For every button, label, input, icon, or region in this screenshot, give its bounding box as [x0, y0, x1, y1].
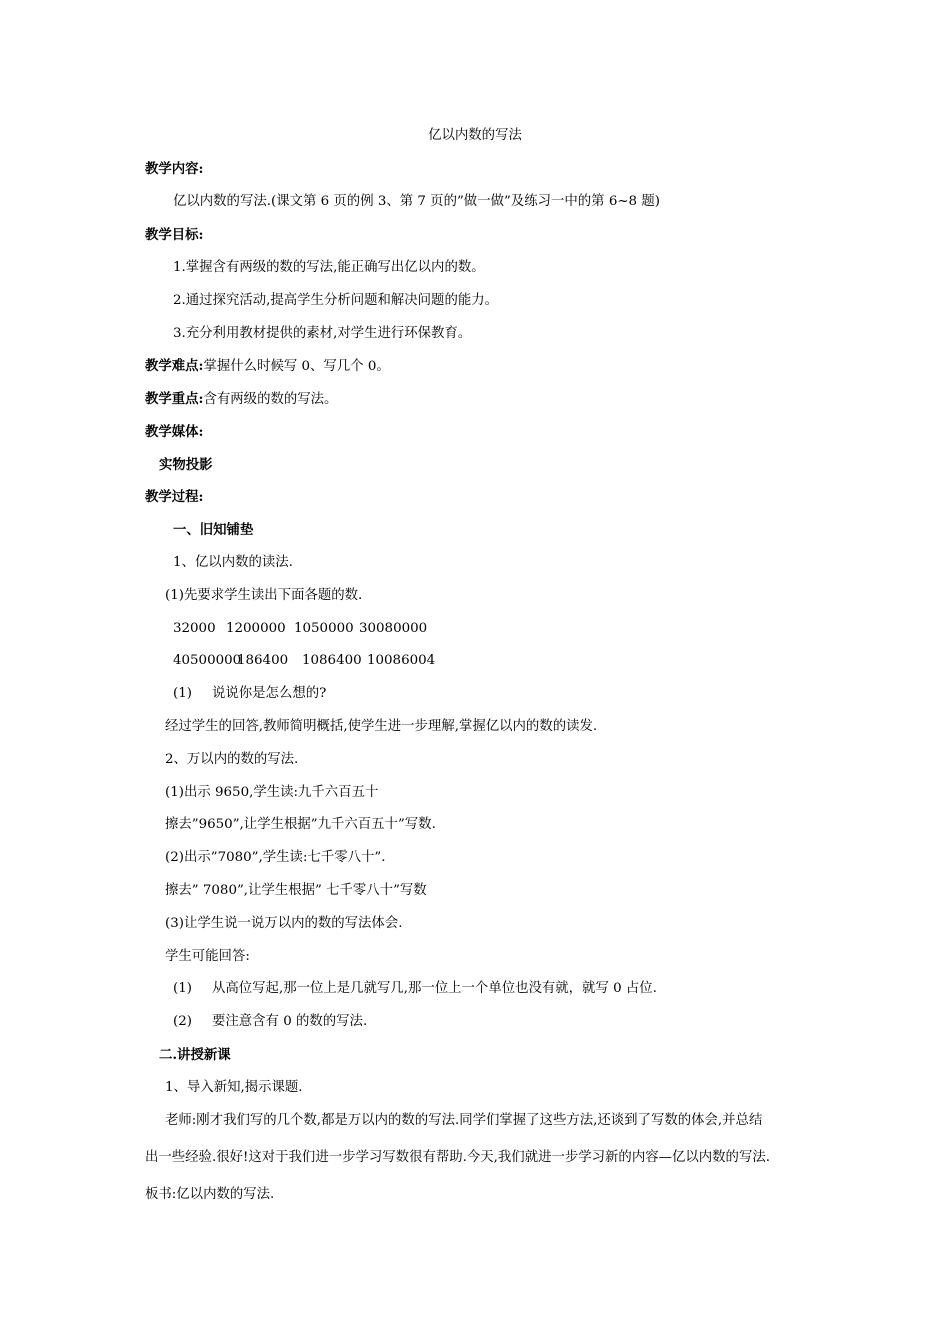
difficulty-text: 掌握什么时候写 0、写几个 0。: [203, 359, 390, 374]
number-cell: 10086004: [367, 653, 436, 668]
writing-step-2: 擦去”9650”,让学生根据”九千六百五十”写数.: [165, 817, 436, 832]
number-cell: 1050000: [294, 621, 354, 636]
writing-step-1: (1)出示 9650,学生读:九千六百五十: [165, 785, 379, 800]
writing-step-3: (2)出示”7080”,学生读:七千零八十”.: [165, 850, 386, 865]
difficulty-line: [145, 357, 390, 376]
goal-item-3: 3.充分利用教材提供的素材,对学生进行环保教育。: [173, 326, 472, 341]
question-number: (1): [173, 686, 192, 701]
goals-heading: 教学目标:: [145, 227, 204, 243]
answers-label: 学生可能回答:: [165, 949, 250, 964]
answer-1-text: 从高位写起,那一位上是几就写几,那一位上一个单位也没有就，就写 0 占位.: [212, 981, 657, 996]
number-cell: 30080000: [359, 621, 428, 636]
writing-step-4: 擦去” 7080”,让学生根据” 七千零八十”写数: [165, 883, 427, 898]
media-heading: 教学媒体:: [145, 424, 204, 440]
content-heading: 教学内容:: [145, 161, 204, 177]
document-title: 亿以内数的写法: [428, 128, 522, 143]
question-text: 说说你是怎么想的?: [212, 686, 327, 701]
section2-item1: 1、导入新知,揭示课题.: [165, 1080, 303, 1095]
teacher-speech-line-2: 出一些经验.很好!这对于我们进一步学习写数很有帮助.今天,我们就进一步学习新的内容—亿以内数的写法.: [145, 1150, 770, 1165]
section1-item1: 1、亿以内数的读法.: [173, 555, 293, 570]
writing-step-5: (3)让学生说一说万以内的数的写法体会.: [165, 916, 403, 931]
number-cell: 40500000: [173, 653, 242, 668]
focus-line: [145, 390, 337, 409]
number-cell: 32000: [173, 621, 216, 636]
number-row-2: [173, 652, 435, 670]
content-text: 亿以内数的写法.(课文第 6 页的例 3、第 7 页的”做一做”及练习一中的第 6~8 题): [173, 194, 660, 209]
process-heading: 教学过程:: [145, 489, 204, 505]
board-note: 板书:亿以内数的写法.: [145, 1187, 275, 1202]
answer-2-text: 要注意含有 0 的数的写法.: [212, 1014, 368, 1029]
summary-text: 经过学生的回答,教师简明概括,使学生进一步理解,掌握亿以内的数的读发.: [165, 719, 598, 734]
difficulty-label: 教学难点:: [145, 358, 204, 374]
section2-heading: 二.讲授新课: [159, 1047, 231, 1063]
number-cell: 1086400: [302, 653, 362, 668]
goal-item-2: 2.通过探究活动,提高学生分析问题和解决问题的能力。: [173, 293, 499, 308]
goal-item-1: 1.掌握含有两级的数的写法,能正确写出亿以内的数。: [173, 260, 485, 275]
number-cell: 1200000: [226, 621, 286, 636]
answer-2-number: (2): [173, 1014, 192, 1029]
section1-item2: 2、万以内的数的写法.: [165, 752, 299, 767]
focus-label: 教学重点:: [145, 391, 204, 407]
section1-p1: (1)先要求学生读出下面各题的数.: [165, 588, 363, 603]
focus-text: 含有两级的数的写法。: [203, 392, 338, 407]
media-text: 实物投影: [159, 457, 213, 473]
number-row-1: [173, 620, 427, 638]
section1-heading: 一、旧知铺垫: [173, 522, 254, 538]
answer-1-number: (1): [173, 981, 192, 996]
number-cell: 186400: [237, 653, 289, 668]
teacher-speech-line-1: 老师:刚才我们写的几个数,都是万以内的数的写法.同学们掌握了这些方法,还谈到了写数的体会,并总结: [165, 1113, 763, 1128]
